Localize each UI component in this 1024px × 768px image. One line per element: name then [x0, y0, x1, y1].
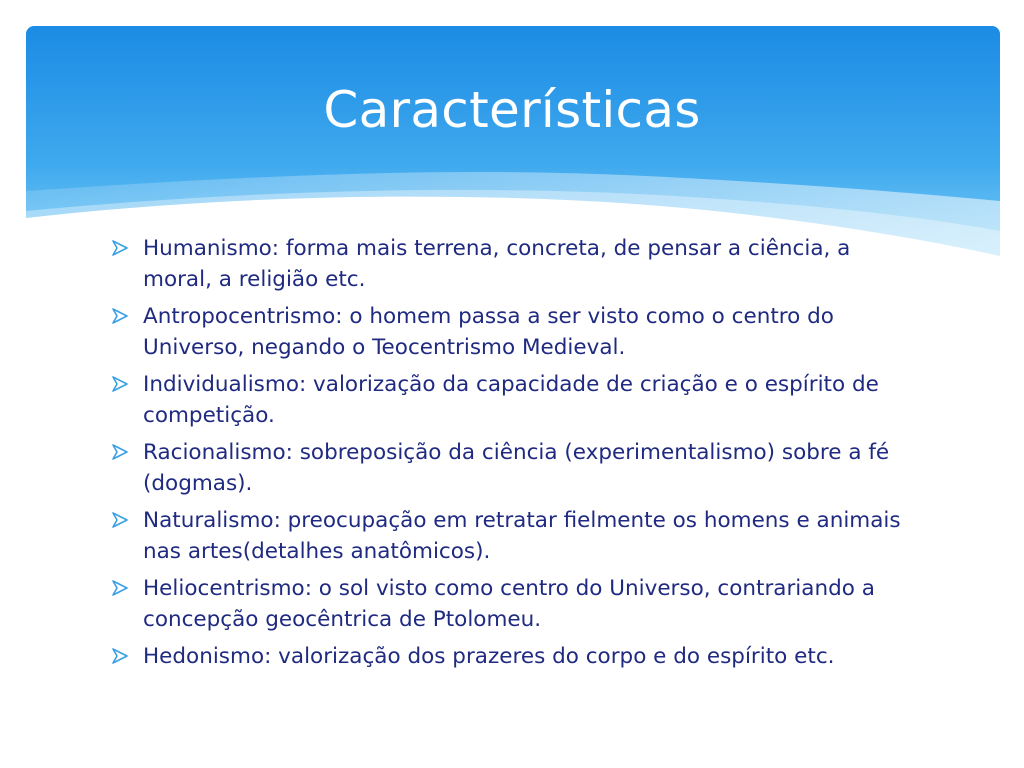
list-item	[110, 505, 910, 567]
list-item-text: Individualismo: valorização da capacidade de criação e o espírito de competição.	[143, 372, 879, 428]
list-item-text: Hedonismo: valorização dos prazeres do corpo e do espírito etc.	[143, 644, 835, 669]
list-item-text: Heliocentrismo: o sol visto como centro do Universo, contrariando a concepção geocêntrica de Ptolomeu.	[143, 576, 875, 632]
arrow-bullet-icon	[112, 240, 128, 256]
list-item	[110, 641, 910, 672]
list-item	[110, 301, 910, 363]
list-item	[110, 369, 910, 431]
arrow-bullet-icon	[112, 648, 128, 664]
slide-title: Características	[323, 81, 701, 139]
list-item	[110, 437, 910, 499]
arrow-bullet-icon	[112, 444, 128, 460]
list-item-text: Humanismo: forma mais terrena, concreta, de pensar a ciência, a moral, a religião etc.	[143, 236, 851, 292]
arrow-bullet-icon	[112, 580, 128, 596]
list-item	[110, 573, 910, 635]
arrow-bullet-icon	[112, 376, 128, 392]
list-item-text: Racionalismo: sobreposição da ciência (experimentalismo) sobre a fé (dogmas).	[143, 440, 890, 496]
arrow-bullet-icon	[112, 308, 128, 324]
bullet-list	[110, 233, 910, 678]
list-item-text: Antropocentrismo: o homem passa a ser visto como o centro do Universo, negando o Teocentrismo Medieval.	[143, 304, 834, 360]
list-item	[110, 233, 910, 295]
list-item-text: Naturalismo: preocupação em retratar fielmente os homens e animais nas artes(detalhes anatômicos).	[143, 508, 901, 564]
arrow-bullet-icon	[112, 512, 128, 528]
